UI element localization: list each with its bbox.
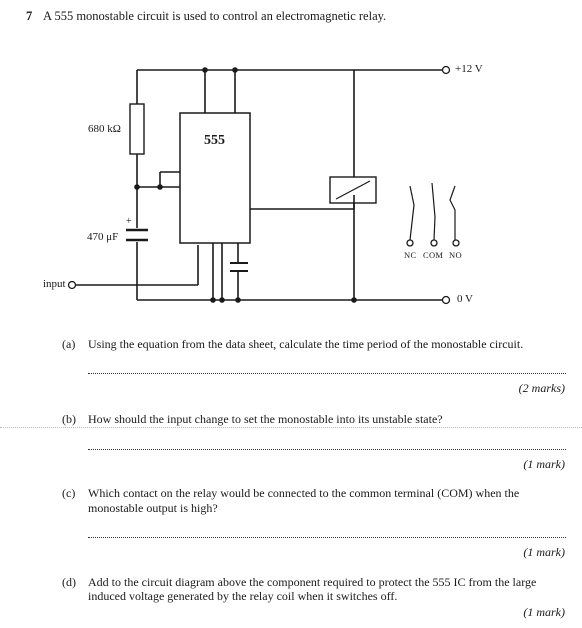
part-d-letter: (d): [62, 575, 76, 589]
part-b-letter: (b): [62, 412, 76, 426]
part-d-text-line2: induced voltage generated by the relay coil when it switches off.: [88, 589, 398, 603]
part-a-text: Using the equation from the data sheet, calculate the time period of the monostable circuit.: [88, 337, 524, 351]
part-a-letter: (a): [62, 337, 76, 351]
contact-nc-label: NC: [404, 250, 417, 260]
part-b-answer-line[interactable]: [88, 449, 566, 450]
input-terminal: [69, 282, 76, 289]
part-c-marks: (1 mark): [523, 545, 565, 559]
part-a-answer-line[interactable]: [88, 373, 566, 374]
ground-label: 0 V: [457, 293, 473, 305]
input-label: input: [43, 278, 66, 290]
part-d-text-line1: Add to the circuit diagram above the component required to protect the 555 IC from the large: [88, 575, 537, 589]
resistor-label: 680 kΩ: [88, 123, 121, 135]
part-b-marks: (1 mark): [523, 457, 565, 471]
contact-com-label: COM: [423, 250, 444, 260]
question-text: A 555 monostable circuit is used to control an electromagnetic relay.: [43, 9, 387, 23]
part-d-marks: (1 mark): [523, 605, 565, 619]
part-c-answer-line[interactable]: [88, 537, 566, 538]
relay-contact-no: [450, 186, 455, 240]
part-c-letter: (c): [62, 486, 76, 500]
part-a-marks: (2 marks): [518, 381, 565, 395]
relay-contact-com: [432, 183, 435, 240]
capacitor-polarity: +: [126, 216, 132, 227]
divider: [0, 427, 582, 428]
supply-terminal: [443, 67, 450, 74]
part-c-text-line1: Which contact on the relay would be connected to the common terminal (COM) when the: [88, 486, 520, 500]
ic-label: 555: [204, 133, 225, 148]
contact-no-label: NO: [449, 250, 462, 260]
question-number: 7: [26, 9, 33, 23]
resistor: [130, 104, 144, 154]
part-c-text-line2: monostable output is high?: [88, 501, 218, 515]
ground-terminal: [443, 297, 450, 304]
part-b-text: How should the input change to set the monostable into its unstable state?: [88, 412, 443, 426]
relay-contact-nc: [410, 186, 414, 240]
capacitor-label: 470 μF: [87, 231, 119, 243]
supply-label: +12 V: [455, 63, 483, 75]
